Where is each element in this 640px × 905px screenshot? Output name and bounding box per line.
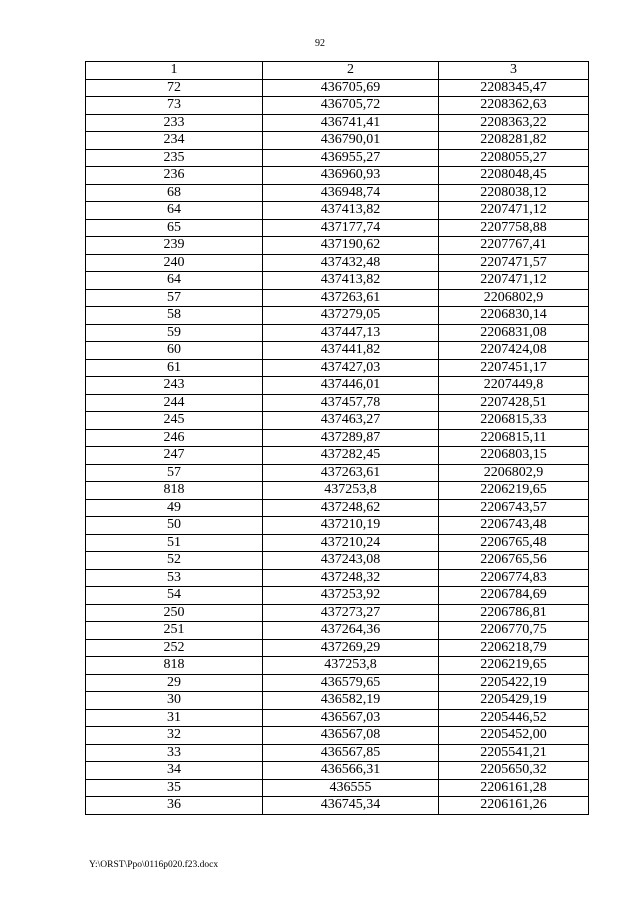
table-row (86, 114, 589, 132)
point-number-cell: 251 (86, 622, 263, 640)
y-coordinate-cell: 2206765,56 (439, 552, 589, 570)
x-coordinate-cell: 437279,05 (263, 307, 439, 325)
x-coordinate-cell: 437248,32 (263, 569, 439, 587)
table-row (86, 342, 589, 360)
y-coordinate-cell: 2208362,63 (439, 97, 589, 115)
point-number-cell: 58 (86, 307, 263, 325)
y-coordinate-cell: 2207451,17 (439, 359, 589, 377)
point-number-cell: 32 (86, 727, 263, 745)
table-row (86, 622, 589, 640)
table-header (86, 62, 589, 80)
point-number-cell: 53 (86, 569, 263, 587)
table-row (86, 569, 589, 587)
x-coordinate-cell: 437253,8 (263, 657, 439, 675)
table-row (86, 97, 589, 115)
y-coordinate-cell: 2208038,12 (439, 184, 589, 202)
y-coordinate-cell: 2206770,75 (439, 622, 589, 640)
table-row (86, 447, 589, 465)
x-coordinate-cell: 437457,78 (263, 394, 439, 412)
x-coordinate-cell: 436567,08 (263, 727, 439, 745)
point-number-cell: 235 (86, 149, 263, 167)
point-number-cell: 233 (86, 114, 263, 132)
point-number-cell: 250 (86, 604, 263, 622)
point-number-cell: 36 (86, 797, 263, 815)
y-coordinate-cell: 2207471,12 (439, 202, 589, 220)
x-coordinate-cell: 437253,92 (263, 587, 439, 605)
point-number-cell: 59 (86, 324, 263, 342)
point-number-cell: 65 (86, 219, 263, 237)
x-coordinate-cell: 436555 (263, 779, 439, 797)
x-coordinate-cell: 437263,61 (263, 464, 439, 482)
table-row (86, 587, 589, 605)
table-row (86, 254, 589, 272)
table-row (86, 167, 589, 185)
y-coordinate-cell: 2206815,11 (439, 429, 589, 447)
table-row (86, 552, 589, 570)
point-number-cell: 818 (86, 482, 263, 500)
table-row (86, 744, 589, 762)
point-number-cell: 68 (86, 184, 263, 202)
y-coordinate-cell: 2207471,57 (439, 254, 589, 272)
y-coordinate-cell: 2207758,88 (439, 219, 589, 237)
point-number-cell: 73 (86, 97, 263, 115)
footer-file-path: Y:\ORST\Ppo\0116p020.f23.docx (89, 860, 219, 870)
point-number-cell: 234 (86, 132, 263, 150)
y-coordinate-cell: 2208055,27 (439, 149, 589, 167)
table-row (86, 307, 589, 325)
x-coordinate-cell: 437243,08 (263, 552, 439, 570)
y-coordinate-cell: 2206815,33 (439, 412, 589, 430)
column-header-2: 2 (263, 62, 439, 80)
table-row (86, 219, 589, 237)
y-coordinate-cell: 2206219,65 (439, 482, 589, 500)
x-coordinate-cell: 436745,34 (263, 797, 439, 815)
table-row (86, 79, 589, 97)
y-coordinate-cell: 2206830,14 (439, 307, 589, 325)
table-row (86, 272, 589, 290)
point-number-cell: 33 (86, 744, 263, 762)
y-coordinate-cell: 2206743,57 (439, 499, 589, 517)
point-number-cell: 246 (86, 429, 263, 447)
y-coordinate-cell: 2208048,45 (439, 167, 589, 185)
point-number-cell: 60 (86, 342, 263, 360)
y-coordinate-cell: 2205446,52 (439, 709, 589, 727)
x-coordinate-cell: 437190,62 (263, 237, 439, 255)
table-row (86, 464, 589, 482)
table-body (86, 79, 589, 814)
table-row (86, 604, 589, 622)
point-number-cell: 64 (86, 202, 263, 220)
point-number-cell: 57 (86, 289, 263, 307)
x-coordinate-cell: 437441,82 (263, 342, 439, 360)
x-coordinate-cell: 437273,27 (263, 604, 439, 622)
y-coordinate-cell: 2206219,65 (439, 657, 589, 675)
point-number-cell: 247 (86, 447, 263, 465)
table-row (86, 359, 589, 377)
x-coordinate-cell: 436955,27 (263, 149, 439, 167)
table-row (86, 149, 589, 167)
table-row (86, 429, 589, 447)
y-coordinate-cell: 2208345,47 (439, 79, 589, 97)
coordinates-table (85, 61, 589, 815)
point-number-cell: 31 (86, 709, 263, 727)
x-coordinate-cell: 437264,36 (263, 622, 439, 640)
table-row (86, 692, 589, 710)
y-coordinate-cell: 2206161,28 (439, 779, 589, 797)
point-number-cell: 72 (86, 79, 263, 97)
point-number-cell: 35 (86, 779, 263, 797)
table-row (86, 202, 589, 220)
y-coordinate-cell: 2206743,48 (439, 517, 589, 535)
table-row (86, 482, 589, 500)
table-row (86, 394, 589, 412)
x-coordinate-cell: 436567,03 (263, 709, 439, 727)
x-coordinate-cell: 437413,82 (263, 272, 439, 290)
point-number-cell: 245 (86, 412, 263, 430)
column-header-3: 3 (439, 62, 589, 80)
y-coordinate-cell: 2206831,08 (439, 324, 589, 342)
x-coordinate-cell: 436790,01 (263, 132, 439, 150)
table-row (86, 762, 589, 780)
x-coordinate-cell: 437413,82 (263, 202, 439, 220)
x-coordinate-cell: 437269,29 (263, 639, 439, 657)
point-number-cell: 50 (86, 517, 263, 535)
y-coordinate-cell: 2207767,41 (439, 237, 589, 255)
y-coordinate-cell: 2206803,15 (439, 447, 589, 465)
y-coordinate-cell: 2206802,9 (439, 289, 589, 307)
point-number-cell: 54 (86, 587, 263, 605)
x-coordinate-cell: 436582,19 (263, 692, 439, 710)
point-number-cell: 252 (86, 639, 263, 657)
table-row (86, 499, 589, 517)
y-coordinate-cell: 2206161,26 (439, 797, 589, 815)
y-coordinate-cell: 2207428,51 (439, 394, 589, 412)
y-coordinate-cell: 2206774,83 (439, 569, 589, 587)
table-row (86, 289, 589, 307)
point-number-cell: 239 (86, 237, 263, 255)
y-coordinate-cell: 2206765,48 (439, 534, 589, 552)
x-coordinate-cell: 437282,45 (263, 447, 439, 465)
x-coordinate-cell: 436705,69 (263, 79, 439, 97)
point-number-cell: 34 (86, 762, 263, 780)
column-header-1: 1 (86, 62, 263, 80)
x-coordinate-cell: 436705,72 (263, 97, 439, 115)
point-number-cell: 64 (86, 272, 263, 290)
point-number-cell: 30 (86, 692, 263, 710)
table-row (86, 709, 589, 727)
x-coordinate-cell: 436741,41 (263, 114, 439, 132)
table-row (86, 674, 589, 692)
point-number-cell: 236 (86, 167, 263, 185)
x-coordinate-cell: 437177,74 (263, 219, 439, 237)
table-row (86, 324, 589, 342)
x-coordinate-cell: 437289,87 (263, 429, 439, 447)
x-coordinate-cell: 437210,19 (263, 517, 439, 535)
y-coordinate-cell: 2208363,22 (439, 114, 589, 132)
point-number-cell: 49 (86, 499, 263, 517)
y-coordinate-cell: 2208281,82 (439, 132, 589, 150)
x-coordinate-cell: 436567,85 (263, 744, 439, 762)
y-coordinate-cell: 2205429,19 (439, 692, 589, 710)
x-coordinate-cell: 437446,01 (263, 377, 439, 395)
page-number: 92 (315, 38, 325, 49)
x-coordinate-cell: 437263,61 (263, 289, 439, 307)
point-number-cell: 818 (86, 657, 263, 675)
y-coordinate-cell: 2205650,32 (439, 762, 589, 780)
y-coordinate-cell: 2206786,81 (439, 604, 589, 622)
table-row (86, 779, 589, 797)
point-number-cell: 244 (86, 394, 263, 412)
x-coordinate-cell: 436579,65 (263, 674, 439, 692)
point-number-cell: 51 (86, 534, 263, 552)
table-row (86, 237, 589, 255)
x-coordinate-cell: 437463,27 (263, 412, 439, 430)
table-row (86, 639, 589, 657)
point-number-cell: 57 (86, 464, 263, 482)
table-row (86, 412, 589, 430)
y-coordinate-cell: 2206784,69 (439, 587, 589, 605)
point-number-cell: 52 (86, 552, 263, 570)
y-coordinate-cell: 2207471,12 (439, 272, 589, 290)
y-coordinate-cell: 2205541,21 (439, 744, 589, 762)
table-row (86, 534, 589, 552)
x-coordinate-cell: 437432,48 (263, 254, 439, 272)
y-coordinate-cell: 2207449,8 (439, 377, 589, 395)
point-number-cell: 243 (86, 377, 263, 395)
table-row (86, 132, 589, 150)
point-number-cell: 29 (86, 674, 263, 692)
x-coordinate-cell: 436948,74 (263, 184, 439, 202)
table-row (86, 657, 589, 675)
x-coordinate-cell: 437253,8 (263, 482, 439, 500)
point-number-cell: 61 (86, 359, 263, 377)
table-header-row (86, 62, 589, 80)
table-row (86, 377, 589, 395)
x-coordinate-cell: 437427,03 (263, 359, 439, 377)
point-number-cell: 240 (86, 254, 263, 272)
y-coordinate-cell: 2205452,00 (439, 727, 589, 745)
y-coordinate-cell: 2206218,79 (439, 639, 589, 657)
table-row (86, 797, 589, 815)
table-row (86, 727, 589, 745)
x-coordinate-cell: 436566,31 (263, 762, 439, 780)
table-row (86, 184, 589, 202)
y-coordinate-cell: 2205422,19 (439, 674, 589, 692)
y-coordinate-cell: 2206802,9 (439, 464, 589, 482)
x-coordinate-cell: 437447,13 (263, 324, 439, 342)
x-coordinate-cell: 436960,93 (263, 167, 439, 185)
x-coordinate-cell: 437248,62 (263, 499, 439, 517)
x-coordinate-cell: 437210,24 (263, 534, 439, 552)
y-coordinate-cell: 2207424,08 (439, 342, 589, 360)
table-row (86, 517, 589, 535)
